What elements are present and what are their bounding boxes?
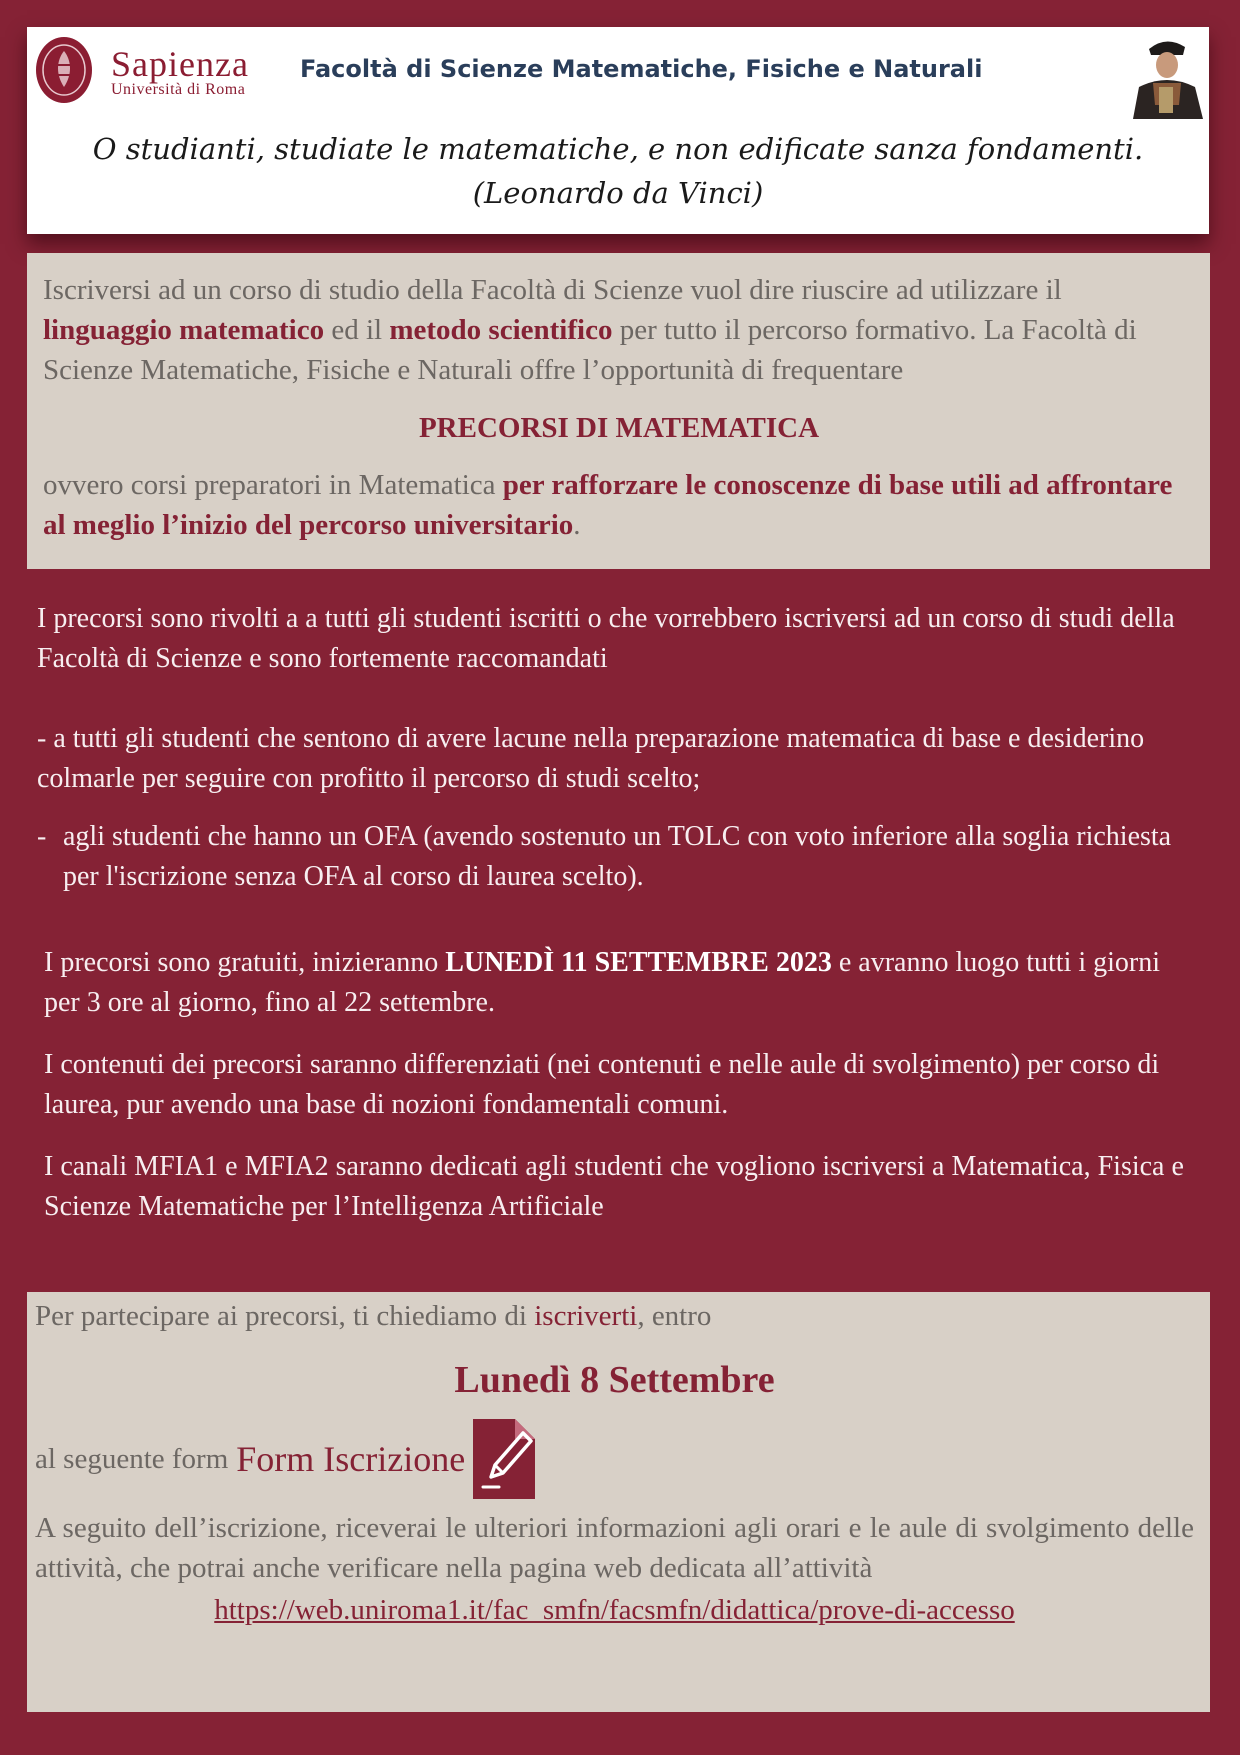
schedule-text: e avranno luogo tutti i giorni per 3 ore al giorno, fino al 22 settembre.: [44, 947, 1161, 1018]
logo-subtitle: Università di Roma: [111, 81, 246, 98]
purpose-text: ovvero corsi preparatori in Matematica: [43, 469, 503, 501]
schedule-paragraph: [44, 943, 1194, 1023]
highlight-metodo: metodo scientifico: [389, 314, 613, 346]
deadline-date: Lunedì 8 Settembre: [454, 1359, 775, 1401]
channels-paragraph: I canali MFIA1 e MFIA2 saranno dedicati agli studenti che vogliono iscriversi a Matematica, Fisica e Scienze Matematiche per l’Intelligenza Artificiale: [44, 1151, 1184, 1222]
start-date: LUNEDÌ 11 SETTEMBRE 2023: [445, 947, 832, 978]
form-row: [35, 1416, 1194, 1502]
faculty-name: Facoltà di Scienze Matematiche, Fisiche e Naturali: [300, 55, 983, 83]
schedule-section: [44, 943, 1194, 1249]
signup-followup: A seguito dell’iscrizione, riceverai le ulteriori informazioni agli orari e le aule di svolgimento delle attività, che potrai anche verificare nella pagina web dedicata all’attività: [35, 1512, 1194, 1584]
leonardo-portrait-image: [1125, 35, 1207, 119]
audience-intro: I precorsi sono rivolti a a tutti gli studenti iscritti o che vorrebbero iscriversi ad un corso di studi della Facoltà di Scienze e sono fortemente raccomandati: [37, 603, 1175, 674]
logo-title: Sapienza: [111, 44, 249, 84]
precorsi-title: PRECORSI DI MATEMATICA: [418, 412, 820, 444]
signup-panel: [27, 1292, 1210, 1712]
bullet-text: agli studenti che hanno un OFA (avendo sostenuto un TOLC con voto inferiore alla soglia richiesta per l'iscrizione senza OFA al corso di laurea scelto).: [63, 821, 1172, 892]
sapienza-seal-icon: [34, 35, 94, 105]
signup-text: , entro: [637, 1300, 712, 1332]
header-banner: [27, 27, 1209, 234]
leonardo-quote: [27, 127, 1209, 215]
form-iscrizione-link[interactable]: Form Iscrizione: [236, 1439, 466, 1479]
intro-text: Iscriversi ad un corso di studio della Facoltà di Scienze vuol dire riuscire ad utilizzare il: [43, 274, 1062, 306]
quote-author: (Leonardo da Vinci): [472, 176, 764, 210]
sapienza-logo: [111, 44, 249, 99]
iscriverti-link[interactable]: iscriverti: [534, 1300, 638, 1332]
bullet-dash: -: [37, 821, 47, 852]
form-prefix: al seguente form: [35, 1443, 229, 1475]
audience-bullet-gaps: - a tutti gli studenti che sentono di avere lacune nella preparazione matematica di base e desiderino colmarle per seguire con profitto il percorso di studi scelto;: [37, 723, 1145, 794]
intro-panel: [27, 253, 1210, 569]
highlight-purpose: per rafforzare le conoscenze di base utili ad affrontare al meglio l’inizio del percorso universitario: [43, 469, 1173, 541]
signup-text: Per partecipare ai precorsi, ti chiediamo di: [35, 1300, 535, 1332]
signup-intro: [35, 1296, 1194, 1336]
edit-form-icon[interactable]: [473, 1419, 535, 1499]
audience-section: [37, 599, 1197, 897]
access-page-link[interactable]: https://web.uniroma1.it/fac_smfn/facsmfn/didattica/prove-di-accesso: [214, 1594, 1015, 1626]
highlight-linguaggio: linguaggio matematico: [43, 314, 325, 346]
purpose-text: .: [573, 509, 581, 541]
intro-text: ed il: [324, 314, 390, 346]
intro-text: per tutto il percorso formativo. La Facoltà di Scienze Matematiche, Fisiche e Naturali offre l’opportunità di frequentare: [43, 314, 1137, 386]
audience-bullet-ofa: [37, 817, 1197, 897]
contents-paragraph: I contenuti dei precorsi saranno differenziati (nei contenuti e nelle aule di svolgimento) per corso di laurea, pur avendo una base di nozioni fondamentali comuni.: [44, 1049, 1160, 1120]
intro-paragraph: [43, 270, 1195, 390]
schedule-text: I precorsi sono gratuiti, inizieranno: [44, 947, 446, 978]
quote-text: O studianti, studiate le matematiche, e non edificate sanza fondamenti.: [92, 132, 1144, 166]
intro-purpose: [43, 465, 1195, 545]
